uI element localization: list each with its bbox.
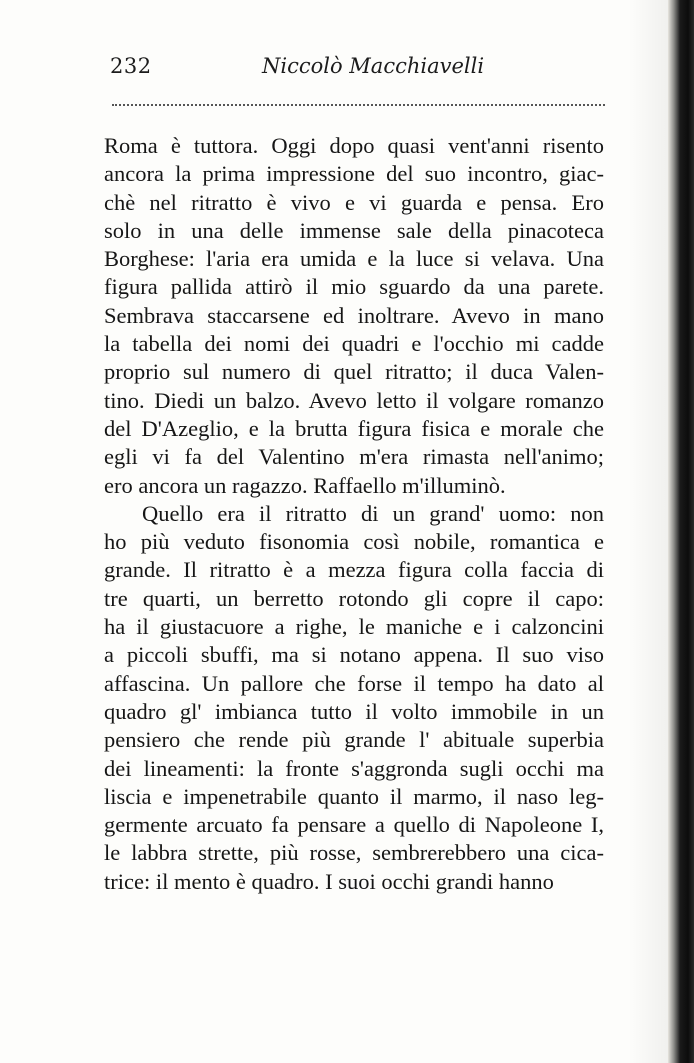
text-line: quadro gl' imbianca tutto il volto immobile in un [104,698,604,724]
text-line: ancora la prima impressione del suo incontro, giac- [104,161,604,187]
text-line: figura pallida attirò il mio sguardo da una parete. [104,274,604,300]
text-line: ero ancora un ragazzo. Raffaello m'illuminò. [104,472,506,498]
text-line: a piccoli sbuffi, ma si notano appena. Il suo viso [104,642,604,668]
text-line: egli vi fa del Valentino m'era rimasta nell'animo; [104,444,604,470]
text-line: ha il giustacuore a righe, le maniche e i calzoncini [104,614,604,640]
text-line: germente arcuato fa pensare a quello di Napoleone I, [104,812,604,838]
text-line: dei lineamenti: la fronte s'aggronda sugli occhi ma [104,755,604,781]
text-line: Borghese: l'aria era umida e la luce si velava. Una [104,246,604,272]
text-line: liscia e impenetrabile quanto il marmo, il naso leg- [104,783,604,809]
text-line: del D'Azeglio, e la brutta figura fisica e morale che [104,415,604,441]
text-line: tino. Diedi un balzo. Avevo letto il volgare romanzo [104,387,604,413]
body-text [104,132,604,896]
text-line: trice: il mento è quadro. I suoi occhi grandi hanno [104,868,554,894]
text-line: Roma è tuttora. Oggi dopo quasi vent'anni risento [104,133,604,158]
text-line: le labbra strette, più rosse, sembrerebbero una cica- [104,840,604,866]
running-head [110,54,606,88]
text-line: grande. Il ritratto è a mezza figura colla faccia di [104,557,604,583]
text-line: Sembrava staccarsene ed inoltrare. Avevo in mano [104,302,604,328]
running-title: Niccolò Macchiavelli [262,54,485,78]
page-number: 232 [110,54,152,78]
text-line: affascina. Un pallore che forse il tempo ha dato al [104,670,604,696]
text-line: Quello era il ritratto di un grand' uomo: non [142,500,604,526]
text-line: pensiero che rende più grande l' abituale superbia [104,727,604,753]
text-line: ho più veduto fisonomia così nobile, romantica e [104,529,604,555]
header-rule [112,104,605,106]
binding-shadow [628,0,668,1063]
text-line: chè nel ritratto è vivo e vi guarda e pensa. Ero [104,189,604,215]
text-line: solo in una delle immense sale della pinacoteca [104,217,604,243]
text-line: tre quarti, un berretto rotondo gli copre il capo: [104,585,604,611]
text-line: la tabella dei nomi dei quadri e l'occhio mi cadde [104,331,604,357]
text-line: proprio sul numero di quel ritratto; il duca Valen- [104,359,604,385]
binding-edge [668,0,694,1063]
